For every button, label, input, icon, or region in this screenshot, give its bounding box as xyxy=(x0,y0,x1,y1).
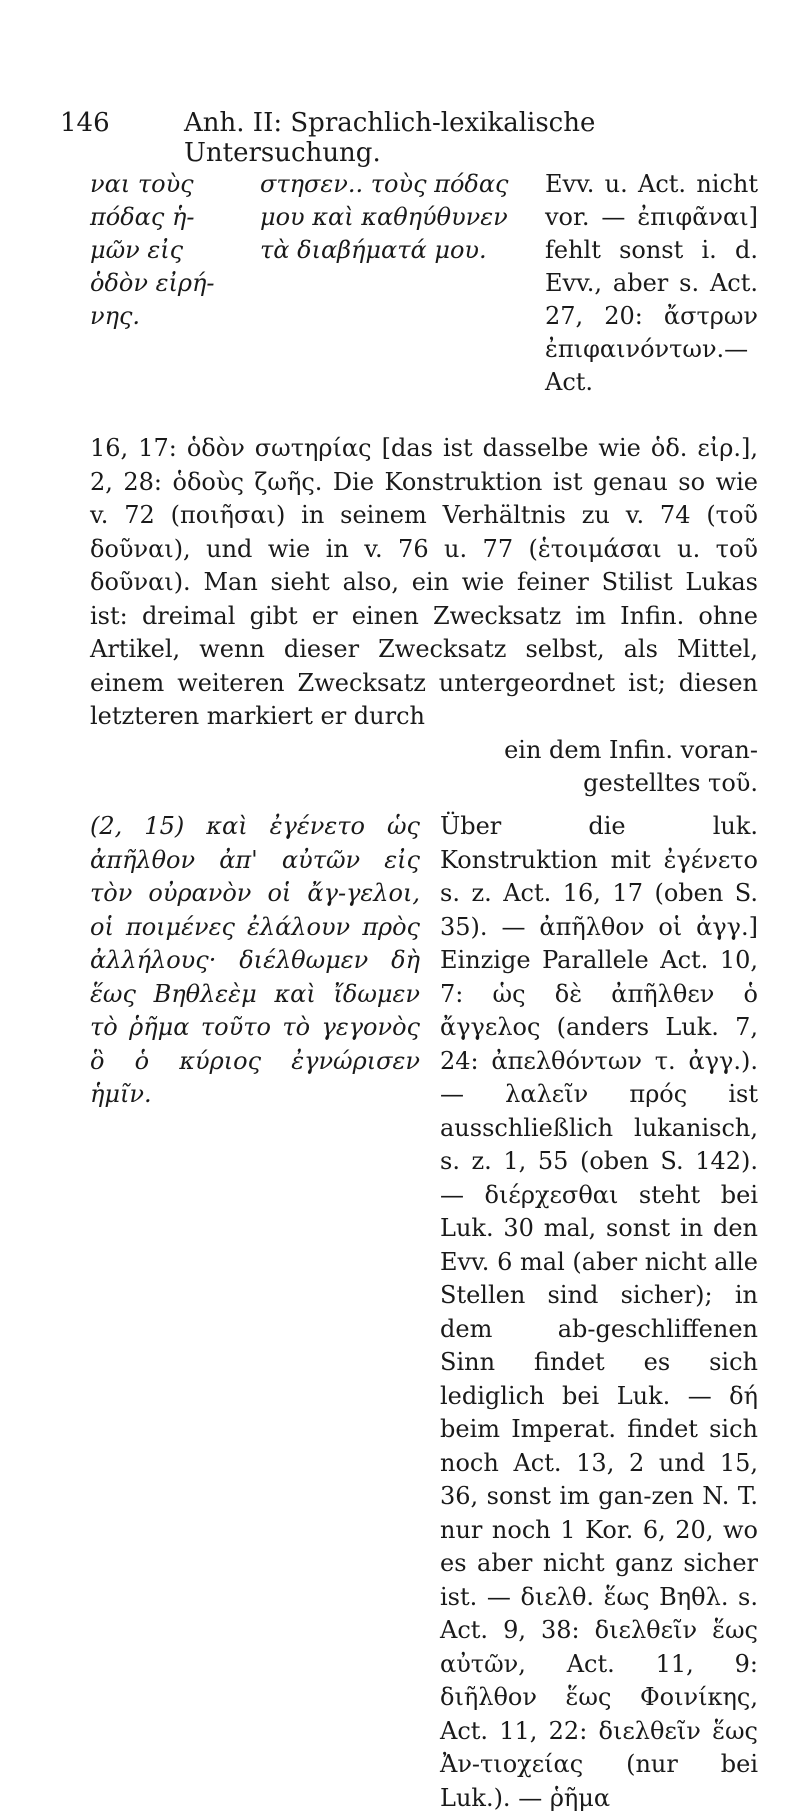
page-header xyxy=(60,108,740,168)
commentary-column: Evv. u. Act. nicht vor. — ἐπιφᾶναι] fehlt sonst i. d. Evv., aber s. Act. 27, 20: ἄστρων ἐπιφαινόντων.—Act. xyxy=(545,170,758,396)
luke-2-15-commentary: Über die luk. Konstruktion mit ἐγένετο s. z. Act. 16, 17 (oben S. 35). — ἀπῆλθον οἱ ἀγγ.] Einzige Parallele Act. 10, 7: ὡς δὲ ἀπῆλθεν ὁ ἄγγελος (anders Luk. 7, 24: ἀπελθόντων τ. ἀγγ.). — λαλεῖν πρός ist ausschließlich lukanisch, s. z. 1, 55 (oben S. 142). — διέρχεσθαι steht bei Luk. 30 mal, sonst in den Evv. 6 mal (aber nicht alle Stellen sind sicher); in dem ab-geschliffenen Sinn findet es sich lediglich bei Luk. — δή beim Imperat. findet sich noch Act. 13, 2 und 15, 36, sonst im gan-zen N. T. nur noch 1 Kor. 6, 20, wo es aber nicht ganz sicher ist. — διελθ. ἕως Βηθλ. s. Act. 9, 38: διελθεῖν ἕως αὐτῶν, Act. 11, 9: διῆλθον ἕως Φοινίκης, Act. 11, 22: διελθεῖν ἕως Ἀν-τιοχείας (nur bei Luk.). — ῥῆμα xyxy=(440,812,758,1812)
commentary-line: ein dem Infin. voran- xyxy=(504,735,758,764)
commentary-paragraph: 16, 17: ὁδὸν σωτηρίας [das ist dasselbe wie ὁδ. εἰρ.], 2, 28: ὁδοὺς ζωῆς. Die Konstruktion ist genau so wie v. 72 (ποιῆσαι) in seinem Verhältnis zu v. 74 (τοῦ δοῦναι), und wie in v. 76 u. 77 (ἑτοιμάσαι u. τοῦ δοῦναι). Man sieht also, ein wie feiner Stilist Lukas ist: dreimal gibt er einen Zwecksatz im Infin. ohne Artikel, wenn dieser Zwecksatz selbst, als Mittel, einem weiteren Zwecksatz untergeordnet ist; diesen letzteren markiert er durch xyxy=(90,434,758,730)
septuagint-parallel-column: στησεν.. τοὺς πόδας μου καὶ καθηύθυνεν τὰ διαβήματά μου. xyxy=(260,170,509,264)
page-number: 146 xyxy=(60,108,110,138)
commentary-line: gestelltes τοῦ. xyxy=(583,769,758,797)
luke-2-15-quote: (2, 15) καὶ ἐγένετο ὡς ἀπῆλθον ἀπ' αὐτῶν εἰς τὸν οὐρανὸν οἱ ἄγ-γελοι, οἱ ποιμένες ἐλάλουν πρὸς ἀλλήλους· διέλθωμεν δὴ ἕως Βηθλεὲμ καὶ ἴδωμεν τὸ ῥῆμα τοῦτο τὸ γεγονὸς ὃ ὁ κύριος ἐγνώρισεν ἡμῖν. xyxy=(90,812,420,1108)
commentary-continuation xyxy=(90,432,758,801)
running-title: Anh. II: Sprachlich-lexikalische Untersuchung. xyxy=(184,108,596,168)
luke-text-column: ναι τοὺς πόδας ἡ-μῶν εἰς ὁδὸν εἰρή-νης. xyxy=(90,170,215,330)
